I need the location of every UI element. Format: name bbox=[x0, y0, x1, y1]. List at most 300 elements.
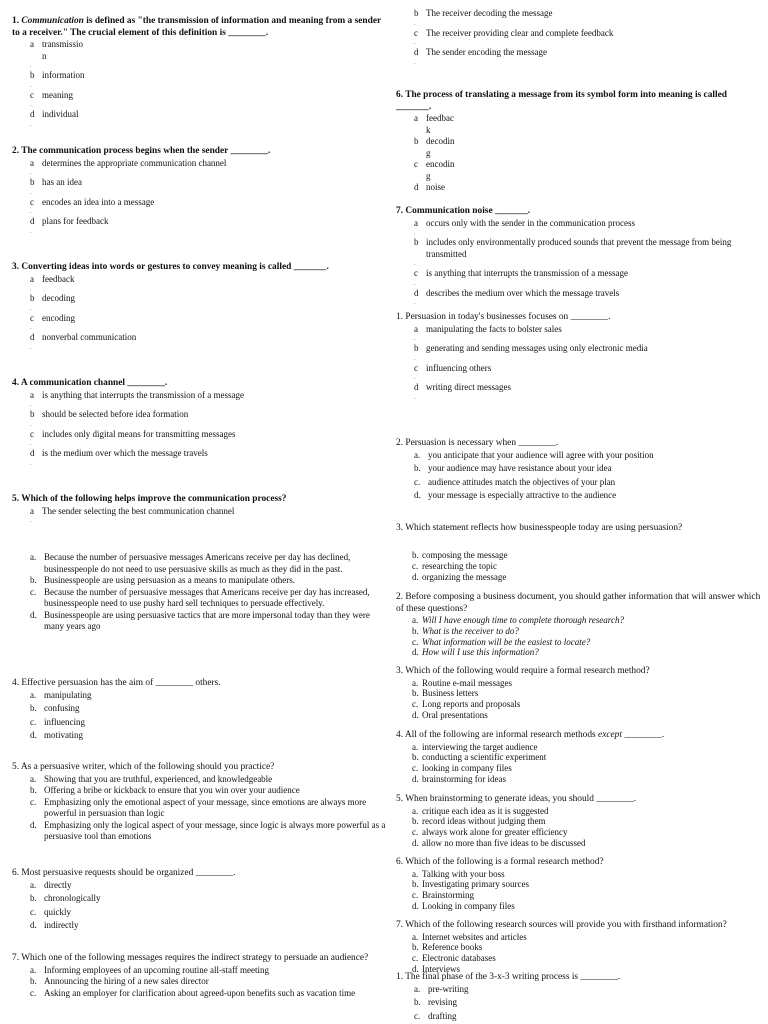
option-letter: c. bbox=[30, 586, 37, 597]
option-text: information bbox=[42, 70, 85, 80]
answer-option bbox=[412, 550, 762, 561]
option-text: your audience may have resistance about your idea bbox=[428, 463, 612, 473]
option-letter: d. bbox=[30, 609, 37, 620]
option-letter: a. bbox=[30, 773, 37, 784]
options-list bbox=[12, 506, 390, 526]
answer-option bbox=[30, 506, 390, 518]
answer-option bbox=[412, 742, 762, 753]
question-block bbox=[12, 953, 390, 999]
option-letter: d. bbox=[414, 490, 421, 500]
question-stem: 4. All of the following are informal research methods except ________. bbox=[396, 730, 665, 740]
option-letter: c. bbox=[30, 906, 37, 917]
option-text: Announcing the hiring of a new sales director bbox=[44, 976, 209, 986]
answer-option bbox=[414, 218, 762, 230]
option-letter: b. bbox=[412, 550, 419, 560]
option-letter: b. bbox=[414, 997, 421, 1007]
options-list bbox=[12, 390, 390, 468]
answer-option bbox=[412, 688, 762, 699]
answer-option bbox=[30, 448, 390, 460]
option-letter: a. bbox=[412, 741, 419, 752]
question-stem: 2. Before composing a business document, you should gather information that will answer which of these questions? bbox=[396, 592, 761, 614]
answer-option bbox=[30, 429, 390, 441]
spacer-dot: . bbox=[30, 325, 32, 331]
answer-option bbox=[30, 880, 390, 892]
option-letter: c bbox=[414, 159, 418, 169]
answer-option bbox=[30, 976, 390, 988]
option-text: influencing bbox=[44, 716, 85, 727]
option-letter: a. bbox=[414, 983, 421, 994]
option-letter: d bbox=[30, 109, 35, 119]
option-text: Oral presentations bbox=[422, 709, 488, 720]
option-text: Talking with your boss bbox=[422, 868, 505, 879]
option-text: nonverbal communication bbox=[42, 332, 137, 342]
option-text: composing the message bbox=[422, 550, 508, 560]
question-block bbox=[12, 146, 390, 236]
option-text: plans for feedback bbox=[42, 216, 109, 226]
option-letter: b. bbox=[412, 688, 419, 699]
answer-option bbox=[414, 1011, 762, 1023]
spacer-dot: . bbox=[414, 375, 416, 381]
question-block bbox=[12, 378, 390, 468]
answer-option bbox=[30, 332, 390, 344]
options-list bbox=[12, 690, 390, 742]
spacer-dot: . bbox=[30, 209, 32, 215]
spacer-dot: . bbox=[30, 228, 32, 235]
option-text: The sender encoding the message bbox=[426, 47, 547, 57]
spacer-dot: . bbox=[414, 394, 416, 401]
answer-option bbox=[412, 953, 762, 964]
option-letter: c. bbox=[412, 953, 419, 964]
answer-option bbox=[412, 901, 762, 912]
spacer-dot: . bbox=[414, 20, 416, 27]
option-text: Asking an employer for clarification about agreed-upon benefits such as vacation time bbox=[44, 987, 356, 998]
option-text: is anything that interrupts the transmission of a message bbox=[426, 268, 628, 278]
option-letter: c bbox=[30, 312, 34, 323]
answer-option bbox=[412, 699, 762, 710]
answer-option bbox=[30, 690, 390, 702]
option-text: allow no more than five ideas to be discussed bbox=[422, 837, 586, 848]
spacer-dot: . bbox=[30, 170, 32, 176]
answer-option bbox=[412, 932, 762, 943]
options-list bbox=[396, 8, 762, 67]
answer-option bbox=[30, 552, 390, 575]
option-text: Electronic databases bbox=[422, 953, 496, 964]
option-letter: c bbox=[414, 268, 418, 278]
answer-option bbox=[30, 216, 390, 228]
option-text: How will I use this information? bbox=[422, 647, 539, 658]
answer-option bbox=[30, 907, 390, 919]
answer-option bbox=[414, 288, 762, 300]
answer-option bbox=[412, 572, 762, 583]
answer-option bbox=[414, 324, 762, 336]
question-stem: 6. The process of translating a message from its symbol form into meaning is called _______. bbox=[396, 90, 727, 112]
option-letter: d. bbox=[412, 773, 419, 784]
spacer-dot: . bbox=[414, 280, 416, 287]
option-letter: b. bbox=[30, 893, 37, 903]
answer-option bbox=[414, 268, 762, 280]
option-text: indirectly bbox=[44, 920, 79, 930]
option-letter: b. bbox=[30, 976, 37, 986]
option-text: generating and sending messages using only electronic media bbox=[426, 343, 648, 353]
option-letter: a bbox=[30, 389, 34, 400]
answer-option bbox=[412, 869, 762, 880]
option-text: Long reports and proposals bbox=[422, 699, 521, 710]
answer-option bbox=[414, 8, 762, 20]
option-letter: c. bbox=[414, 1010, 421, 1021]
option-letter: b bbox=[414, 237, 419, 247]
option-text: manipulating bbox=[44, 689, 92, 700]
question-stem: 7. Which one of the following messages requires the indirect strategy to persuade an audience? bbox=[12, 953, 369, 963]
answer-option bbox=[414, 28, 762, 40]
option-letter: a. bbox=[414, 449, 421, 460]
answer-option bbox=[412, 827, 762, 838]
question-block bbox=[12, 494, 390, 525]
question-block bbox=[396, 857, 762, 912]
spacer-dot: . bbox=[414, 300, 416, 306]
question-block bbox=[396, 794, 762, 849]
option-text: your message is especially attractive to the audience bbox=[428, 490, 617, 500]
option-letter: b bbox=[30, 177, 35, 187]
option-letter: b. bbox=[30, 703, 37, 713]
option-text: feedbac k bbox=[426, 113, 454, 135]
question-block bbox=[12, 868, 390, 934]
question-block bbox=[396, 8, 762, 67]
option-letter: a bbox=[414, 113, 418, 123]
option-text: Investigating primary sources bbox=[422, 879, 529, 890]
question-stem: 2. The communication process begins when the sender ________. bbox=[12, 146, 271, 156]
option-letter: d bbox=[414, 287, 419, 298]
spacer-dot: . bbox=[30, 121, 32, 128]
answer-option bbox=[414, 382, 762, 394]
answer-option bbox=[412, 615, 762, 626]
spacer-dot: . bbox=[30, 518, 32, 524]
option-text: meaning bbox=[42, 89, 73, 100]
answer-option bbox=[30, 293, 390, 305]
option-text: conducting a scientific experiment bbox=[422, 752, 547, 763]
question-stem: 7. Communication noise _______. bbox=[396, 206, 531, 216]
answer-option bbox=[30, 988, 390, 1000]
question-stem: 3. Which statement reflects how businesspeople today are using persuasion? bbox=[396, 523, 683, 533]
options-list bbox=[12, 880, 390, 932]
option-letter: d bbox=[414, 47, 419, 57]
answer-option bbox=[412, 774, 762, 785]
options-list bbox=[396, 615, 762, 658]
answer-option bbox=[30, 920, 390, 932]
option-text: encodes an idea into a message bbox=[42, 196, 155, 207]
answer-option bbox=[412, 890, 762, 901]
option-letter: b. bbox=[30, 575, 37, 585]
answer-option bbox=[414, 113, 762, 136]
option-text: Reference books bbox=[422, 942, 483, 953]
spacer-dot: . bbox=[30, 63, 32, 69]
option-text: includes only digital means for transmitting messages bbox=[42, 428, 236, 439]
answer-option bbox=[30, 90, 390, 102]
option-letter: d. bbox=[412, 709, 419, 720]
option-letter: c. bbox=[412, 763, 419, 774]
option-letter: c. bbox=[412, 827, 419, 838]
option-letter: c bbox=[414, 362, 418, 373]
answer-option bbox=[30, 703, 390, 715]
answer-option bbox=[414, 136, 762, 159]
question-block bbox=[396, 438, 762, 504]
option-text: feedback bbox=[42, 273, 75, 284]
question-block bbox=[12, 16, 390, 129]
question-block bbox=[396, 972, 762, 1024]
option-letter: b bbox=[414, 8, 419, 18]
options-list bbox=[396, 678, 762, 721]
option-letter: b bbox=[30, 409, 35, 419]
option-text: determines the appropriate communication channel bbox=[42, 157, 227, 168]
option-letter: b. bbox=[414, 463, 421, 473]
spacer-dot: . bbox=[30, 421, 32, 428]
option-letter: a bbox=[30, 157, 34, 168]
question-stem: 4. Effective persuasion has the aim of ________ others. bbox=[12, 678, 221, 688]
answer-option bbox=[412, 561, 762, 572]
options-list bbox=[12, 158, 390, 236]
option-text: revising bbox=[428, 997, 457, 1007]
option-letter: b. bbox=[412, 625, 419, 636]
option-text: interviewing the target audience bbox=[422, 741, 538, 752]
spacer-dot: . bbox=[414, 40, 416, 46]
option-text: Looking in company files bbox=[422, 900, 515, 911]
option-text: quickly bbox=[44, 906, 71, 917]
answer-option bbox=[412, 806, 762, 817]
question-block bbox=[396, 206, 762, 307]
spacer-dot: . bbox=[30, 286, 32, 292]
answer-option bbox=[414, 47, 762, 59]
option-text: includes only environmentally produced sounds that prevent the message from being transmitted bbox=[426, 237, 732, 259]
option-letter: a bbox=[30, 273, 34, 284]
option-letter: d. bbox=[30, 920, 37, 930]
answer-option bbox=[412, 816, 762, 827]
answer-option bbox=[30, 730, 390, 742]
answer-option bbox=[30, 965, 390, 977]
spacer-dot: . bbox=[30, 402, 32, 408]
option-letter: d bbox=[414, 382, 419, 392]
option-letter: b. bbox=[412, 752, 419, 763]
answer-option bbox=[414, 159, 762, 182]
option-letter: d. bbox=[30, 730, 37, 740]
answer-option bbox=[30, 409, 390, 421]
question-stem: 1. Communication is defined as "the transmission of information and meaning from a sender to a receiver." The crucial element of this definition is ________. bbox=[12, 16, 381, 38]
option-text: Will I have enough time to complete thorough research? bbox=[422, 615, 624, 625]
answer-option bbox=[30, 774, 390, 786]
answer-option bbox=[412, 763, 762, 774]
answer-option bbox=[414, 343, 762, 355]
option-text: you anticipate that your audience will agree with your position bbox=[428, 449, 654, 460]
option-text: Routine e-mail messages bbox=[422, 677, 512, 688]
option-letter: b bbox=[30, 293, 35, 303]
option-letter: d. bbox=[412, 837, 419, 848]
option-text: Businesspeople are using persuasion as a means to manipulate others. bbox=[44, 575, 295, 585]
spacer-dot: . bbox=[414, 59, 416, 66]
option-text: Informing employees of an upcoming routine all-staff meeting bbox=[44, 964, 270, 975]
question-block bbox=[12, 262, 390, 352]
option-text: Business letters bbox=[422, 688, 479, 699]
option-text: What information will be the easiest to locate? bbox=[422, 636, 591, 647]
option-text: writing direct messages bbox=[426, 382, 511, 392]
option-text: noise bbox=[426, 182, 445, 192]
options-list bbox=[396, 984, 762, 1023]
option-letter: d. bbox=[30, 819, 37, 830]
spacer-dot: . bbox=[414, 336, 416, 342]
answer-option bbox=[30, 197, 390, 209]
option-text: manipulating the facts to bolster sales bbox=[426, 323, 562, 334]
option-letter: a bbox=[30, 505, 34, 516]
option-letter: a bbox=[414, 217, 418, 228]
option-text: Emphasizing only the logical aspect of your message, since logic is always more powerful as a persuasive tool than emotions bbox=[44, 819, 386, 841]
option-text: influencing others bbox=[426, 362, 492, 373]
option-letter: b bbox=[414, 343, 419, 353]
spacer-dot: . bbox=[414, 355, 416, 362]
option-text: motivating bbox=[44, 730, 83, 740]
option-letter: a bbox=[414, 323, 418, 334]
option-text: is anything that interrupts the transmission of a message bbox=[42, 389, 244, 400]
option-letter: a bbox=[30, 39, 34, 49]
answer-option bbox=[414, 984, 762, 996]
option-letter: a. bbox=[412, 677, 419, 688]
option-text: Businesspeople are using persuasive tactics that are more impersonal today than they were many years ago bbox=[44, 609, 370, 631]
option-text: organizing the message bbox=[422, 571, 507, 582]
option-text: transmissio n bbox=[42, 39, 84, 61]
answer-option bbox=[412, 710, 762, 721]
answer-option bbox=[412, 752, 762, 763]
option-text: Because the number of persuasive messages Americans receive per day has declined, businesspeople do not need to use persuasive skills as much as they did in the past. bbox=[44, 552, 351, 574]
option-letter: a. bbox=[30, 552, 37, 562]
options-list bbox=[396, 932, 762, 975]
answer-option bbox=[414, 182, 762, 194]
answer-option bbox=[30, 785, 390, 797]
answer-option bbox=[30, 158, 390, 170]
answer-option bbox=[412, 637, 762, 648]
answer-option bbox=[30, 820, 390, 843]
spacer-dot: . bbox=[30, 441, 32, 447]
options-list bbox=[12, 552, 390, 633]
option-letter: c. bbox=[412, 890, 419, 901]
question-stem: 3. Which of the following would require a formal research method? bbox=[396, 666, 650, 676]
answer-option bbox=[412, 942, 762, 953]
option-text: brainstorming for ideas bbox=[422, 773, 506, 784]
option-letter: c. bbox=[30, 987, 37, 998]
option-letter: c. bbox=[412, 560, 419, 571]
option-letter: c bbox=[414, 27, 418, 38]
answer-option bbox=[414, 463, 762, 475]
option-letter: d bbox=[30, 332, 35, 342]
option-letter: d. bbox=[412, 900, 419, 911]
option-text: Interviews bbox=[422, 963, 460, 974]
spacer-dot: . bbox=[414, 261, 416, 267]
option-letter: a. bbox=[30, 879, 37, 890]
question-stem: 6. Most persuasive requests should be organized ________. bbox=[12, 868, 236, 878]
option-letter: c. bbox=[30, 716, 37, 727]
answer-option bbox=[30, 610, 390, 633]
option-letter: a. bbox=[412, 868, 419, 879]
options-list bbox=[12, 274, 390, 352]
option-letter: c bbox=[30, 428, 34, 439]
answer-option bbox=[414, 997, 762, 1009]
answer-option bbox=[412, 838, 762, 849]
option-letter: a. bbox=[412, 805, 419, 816]
options-list bbox=[396, 324, 762, 402]
answer-option bbox=[412, 879, 762, 890]
option-letter: c. bbox=[412, 699, 419, 710]
answer-option bbox=[30, 177, 390, 189]
option-letter: b. bbox=[412, 816, 419, 827]
question-block bbox=[12, 762, 390, 843]
options-list bbox=[396, 450, 762, 502]
spacer-dot: . bbox=[30, 344, 32, 351]
question-stem: 5. As a persuasive writer, which of the following should you practice? bbox=[12, 762, 275, 772]
question-stem: 1. The final phase of the 3-x-3 writing process is ________. bbox=[396, 972, 621, 982]
option-letter: c. bbox=[412, 636, 419, 647]
option-text: audience attitudes match the objectives of your plan bbox=[428, 476, 616, 487]
question-stem: 3. Converting ideas into words or gestures to convey meaning is called _______. bbox=[12, 262, 329, 272]
question-stem: 6. Which of the following is a formal research method? bbox=[396, 857, 604, 867]
question-block bbox=[396, 592, 762, 658]
option-text: Showing that you are truthful, experienced, and knowledgeable bbox=[44, 773, 273, 784]
option-text: chronologically bbox=[44, 893, 101, 903]
option-text: The receiver decoding the message bbox=[426, 8, 553, 18]
options-list bbox=[12, 774, 390, 843]
options-list bbox=[396, 218, 762, 308]
spacer-dot: . bbox=[414, 230, 416, 236]
option-text: pre-writing bbox=[428, 983, 469, 994]
option-letter: c. bbox=[30, 796, 37, 807]
option-text: individual bbox=[42, 109, 79, 119]
option-text: Because the number of persuasive messages that Americans receive per day has increased, businesspeople need to use pushy hard sell techniques to persuade effectively. bbox=[44, 586, 370, 608]
option-text: always work alone for greater efficiency bbox=[422, 827, 568, 838]
answer-option bbox=[412, 678, 762, 689]
option-text: Brainstorming bbox=[422, 890, 474, 901]
spacer-dot: . bbox=[30, 305, 32, 312]
question-block bbox=[12, 678, 390, 744]
answer-option bbox=[30, 109, 390, 121]
question-block bbox=[396, 666, 762, 721]
option-letter: a. bbox=[412, 615, 419, 625]
answer-option bbox=[30, 70, 390, 82]
question-block bbox=[396, 920, 762, 975]
options-list bbox=[396, 869, 762, 912]
question-block bbox=[396, 312, 762, 402]
option-text: drafting bbox=[428, 1010, 457, 1021]
option-text: is the medium over which the message travels bbox=[42, 448, 208, 458]
answer-option bbox=[30, 587, 390, 610]
option-text: has an idea bbox=[42, 177, 82, 187]
option-text: Emphasizing only the emotional aspect of your message, since emotions are always more powerful in persuasion than logic bbox=[44, 796, 367, 818]
question-stem: 5. Which of the following helps improve the communication process? bbox=[12, 494, 287, 504]
option-text: encodin g bbox=[426, 159, 455, 181]
option-letter: a. bbox=[30, 964, 37, 975]
option-text: Internet websites and articles bbox=[422, 931, 527, 942]
option-letter: a. bbox=[30, 689, 37, 700]
spacer-dot: . bbox=[30, 82, 32, 89]
answer-option bbox=[30, 274, 390, 286]
answer-option bbox=[414, 363, 762, 375]
question-block bbox=[396, 730, 762, 785]
option-letter: d. bbox=[412, 647, 419, 658]
question-stem: 5. When brainstorming to generate ideas, you should ________. bbox=[396, 794, 637, 804]
option-letter: d. bbox=[412, 571, 419, 582]
option-letter: c. bbox=[414, 476, 421, 487]
options-list bbox=[12, 965, 390, 1000]
options-list bbox=[396, 550, 762, 582]
option-text: Offering a bribe or kickback to ensure that you win over your audience bbox=[44, 785, 300, 795]
answer-option bbox=[30, 717, 390, 729]
option-text: describes the medium over which the message travels bbox=[426, 287, 620, 298]
option-text: record ideas without judging them bbox=[422, 816, 546, 827]
option-text: directly bbox=[44, 879, 72, 890]
option-text: confusing bbox=[44, 703, 80, 713]
